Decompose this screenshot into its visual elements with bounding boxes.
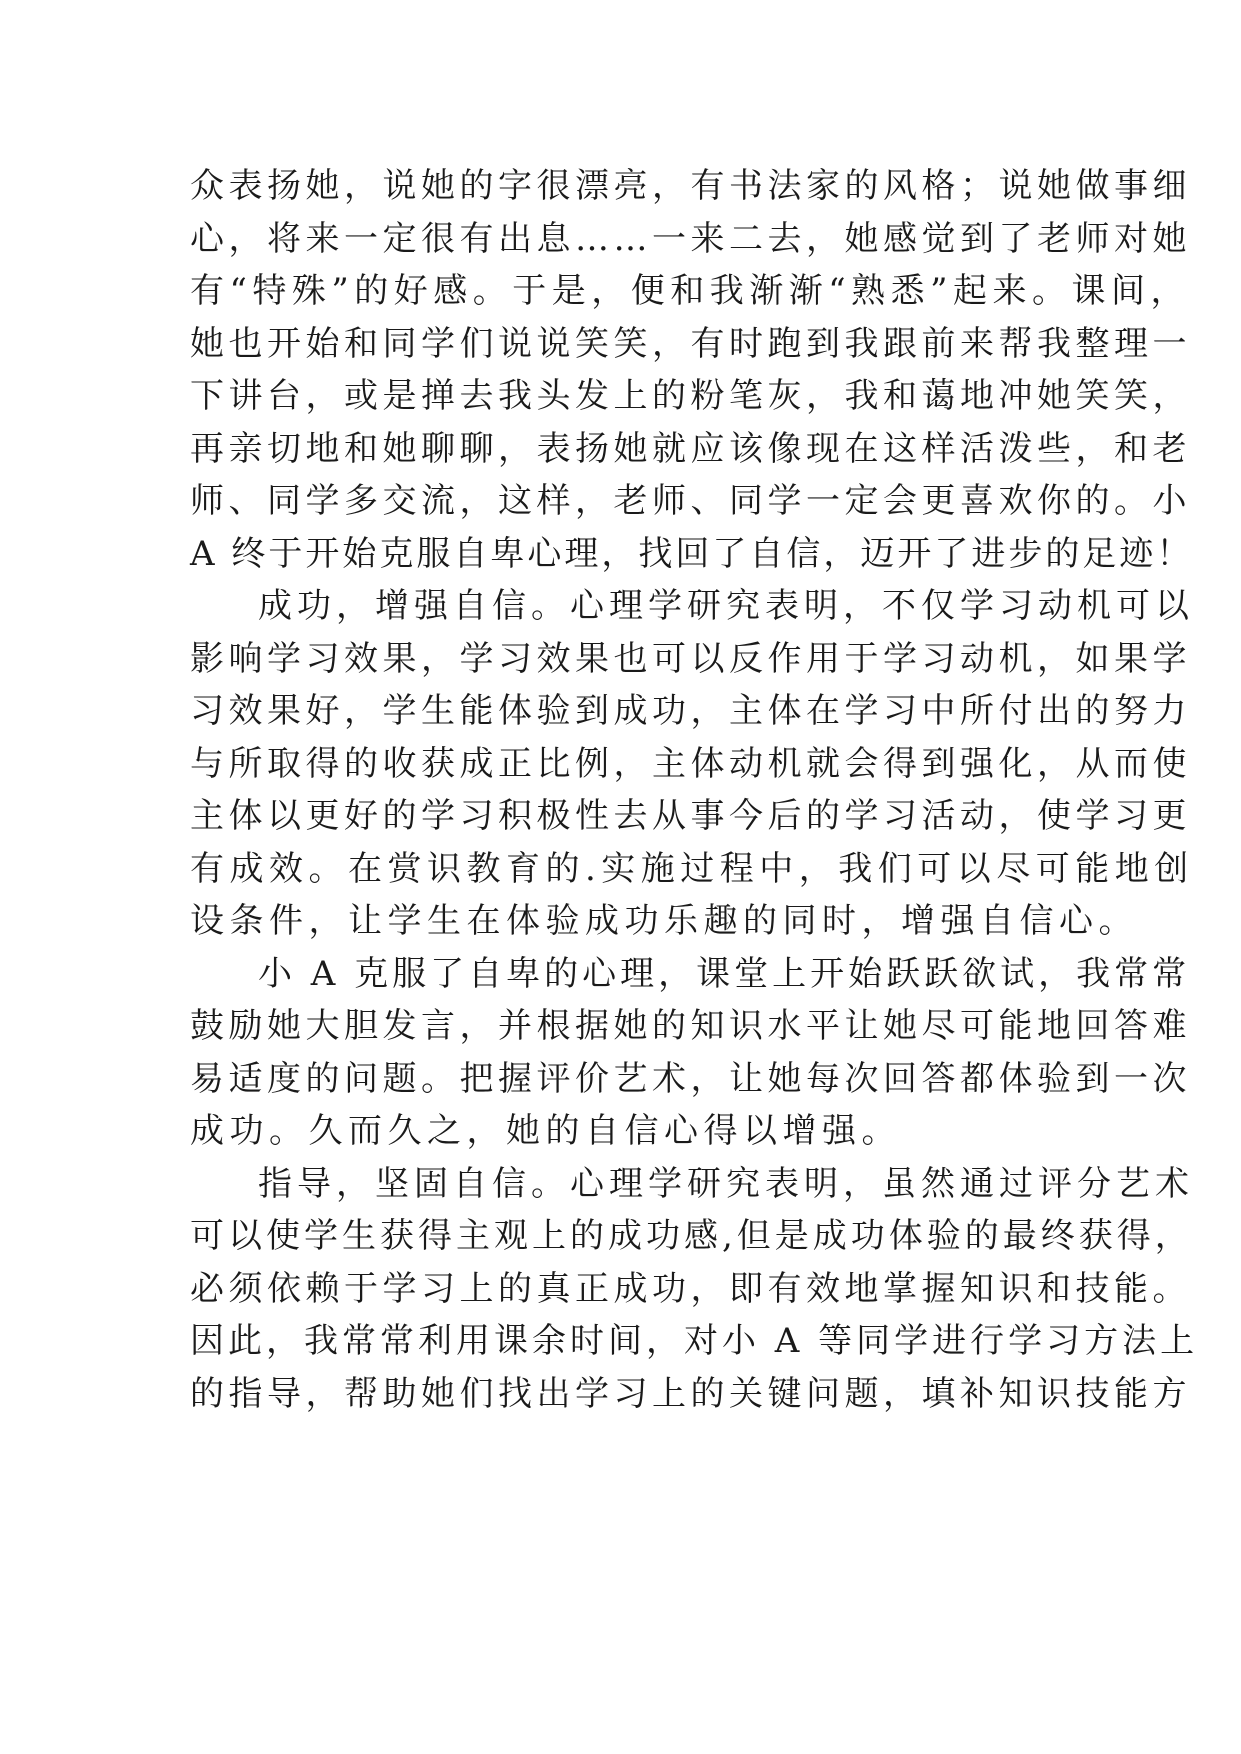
text-line: 她也开始和同学们说说笑笑，有时跑到我跟前来帮我整理一 — [190, 323, 1191, 364]
text-line: 必须依赖于学习上的真正成功，即有效地掌握知识和技能。 — [190, 1268, 1191, 1309]
body-text — [190, 160, 1199, 1420]
text-line: 设条件，让学生在体验成功乐趣的同时，增强自信心。 — [190, 901, 1138, 941]
text-line: 师、同学多交流，这样，老师、同学一定会更喜欢你的。小 — [190, 481, 1191, 521]
paragraph-first-line: 成功，增强自信。心理学研究表明，不仅学习动机可以 — [258, 586, 1194, 626]
text-line: 有成效。在赏识教育的.实施过程中，我们可以尽可能地创 — [190, 848, 1194, 889]
text-line: 的指导，帮助她们找出学习上的关键问题，填补知识技能方 — [190, 1373, 1191, 1414]
text-line: 有“特殊”的好感。于是，便和我渐渐“熟悉”起来。课间， — [190, 271, 1191, 311]
text-line: 鼓励她大胆发言，并根据她的知识水平让她尽可能地回答难 — [190, 1006, 1191, 1046]
text-line: A 终于开始克服自卑心理，找回了自信，迈开了进步的足迹！ — [190, 533, 1194, 574]
text-line: 可以使学生获得主观上的成功感,但是成功体验的最终获得， — [190, 1216, 1193, 1256]
text-line: 众表扬她，说她的字很漂亮，有书法家的风格；说她做事细 — [190, 166, 1191, 206]
text-line: 与所取得的收获成正比例，主体动机就会得到强化，从而使 — [190, 743, 1191, 784]
paragraph-first-line: 指导，坚固自信。心理学研究表明，虽然通过评分艺术 — [258, 1163, 1194, 1204]
paragraph-first-line: 小 A 克服了自卑的心理，课堂上开始跃跃欲试，我常常 — [258, 953, 1191, 994]
text-line: 主体以更好的学习积极性去从事今后的学习活动，使学习更 — [190, 796, 1191, 836]
text-line: 影响学习效果，学习效果也可以反作用于学习动机，如果学 — [190, 638, 1191, 679]
text-line: 心，将来一定很有出息……一来二去，她感觉到了老师对她 — [190, 218, 1191, 259]
text-line: 成功。久而久之，她的自信心得以增强。 — [190, 1111, 901, 1151]
text-line: 下讲台，或是掸去我头发上的粉笔灰，我和蔼地冲她笑笑， — [190, 376, 1191, 416]
text-line: 习效果好，学生能体验到成功，主体在学习中所付出的努力 — [190, 691, 1191, 731]
text-line: 易适度的问题。把握评价艺术，让她每次回答都体验到一次 — [190, 1058, 1191, 1099]
text-line: 因此，我常常利用课余时间，对小 A 等同学进行学习方法上 — [190, 1321, 1199, 1361]
text-line: 再亲切地和她聊聊，表扬她就应该像现在这样活泼些，和老 — [190, 428, 1191, 469]
